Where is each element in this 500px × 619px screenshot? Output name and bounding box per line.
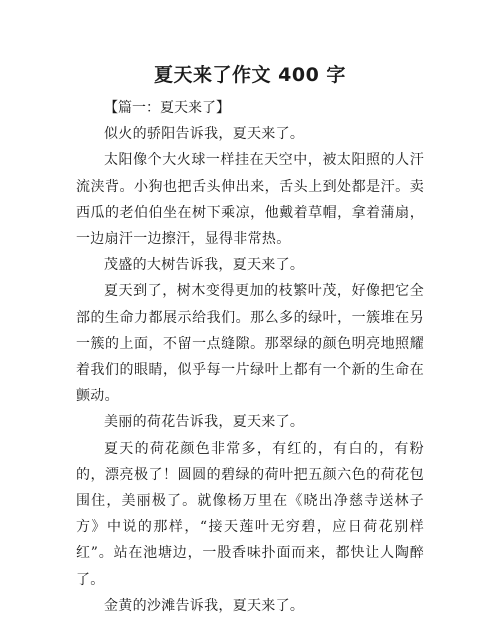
- paragraph-4: 夏天到了，树木变得更加的枝繁叶茂，好像把它全部的生命力都展示给我们。那么多的绿叶，一簇堆在另一簇的上面，不留一点缝隙。那翠绿的颜色明亮地照耀着我们的眼睛，似乎每一片绿叶上都有一个新的生命在颤动。: [76, 283, 424, 405]
- paragraph-1: 似火的骄阳告诉我，夏天来了。: [104, 126, 305, 143]
- section-heading: 【篇一：夏天来了】: [104, 100, 230, 116]
- paragraph-2: 太阳像个大火球一样挂在天空中，被太阳照的人汗流浃背。小狗也把舌头伸出来，舌头上到处都是汗。卖西瓜的老伯伯坐在树下乘凉，他戴着草帽，拿着蒲扇，一边扇汗一边擦汗，显得非常热。: [76, 152, 424, 248]
- document-title: 夏天来了作文 400 字: [154, 64, 346, 86]
- paragraph-6: 夏天的荷花颜色非常多，有红的，有白的，有粉的，漂亮极了！圆圆的碧绿的荷叶把五颜六色的荷花包围住，美丽极了。就像杨万里在《晓出净慈寺送林子方》中说的那样，“接天莲叶无穷碧，应日荷花别样红”。站在池塘边，一股香味扑面而来，都快让人陶醉了。: [76, 440, 424, 588]
- paragraph-7: 金黄的沙滩告诉我，夏天来了。: [104, 597, 305, 614]
- paragraph-3: 茂盛的大树告诉我，夏天来了。: [104, 257, 305, 274]
- paragraph-5: 美丽的荷花告诉我，夏天来了。: [104, 414, 305, 431]
